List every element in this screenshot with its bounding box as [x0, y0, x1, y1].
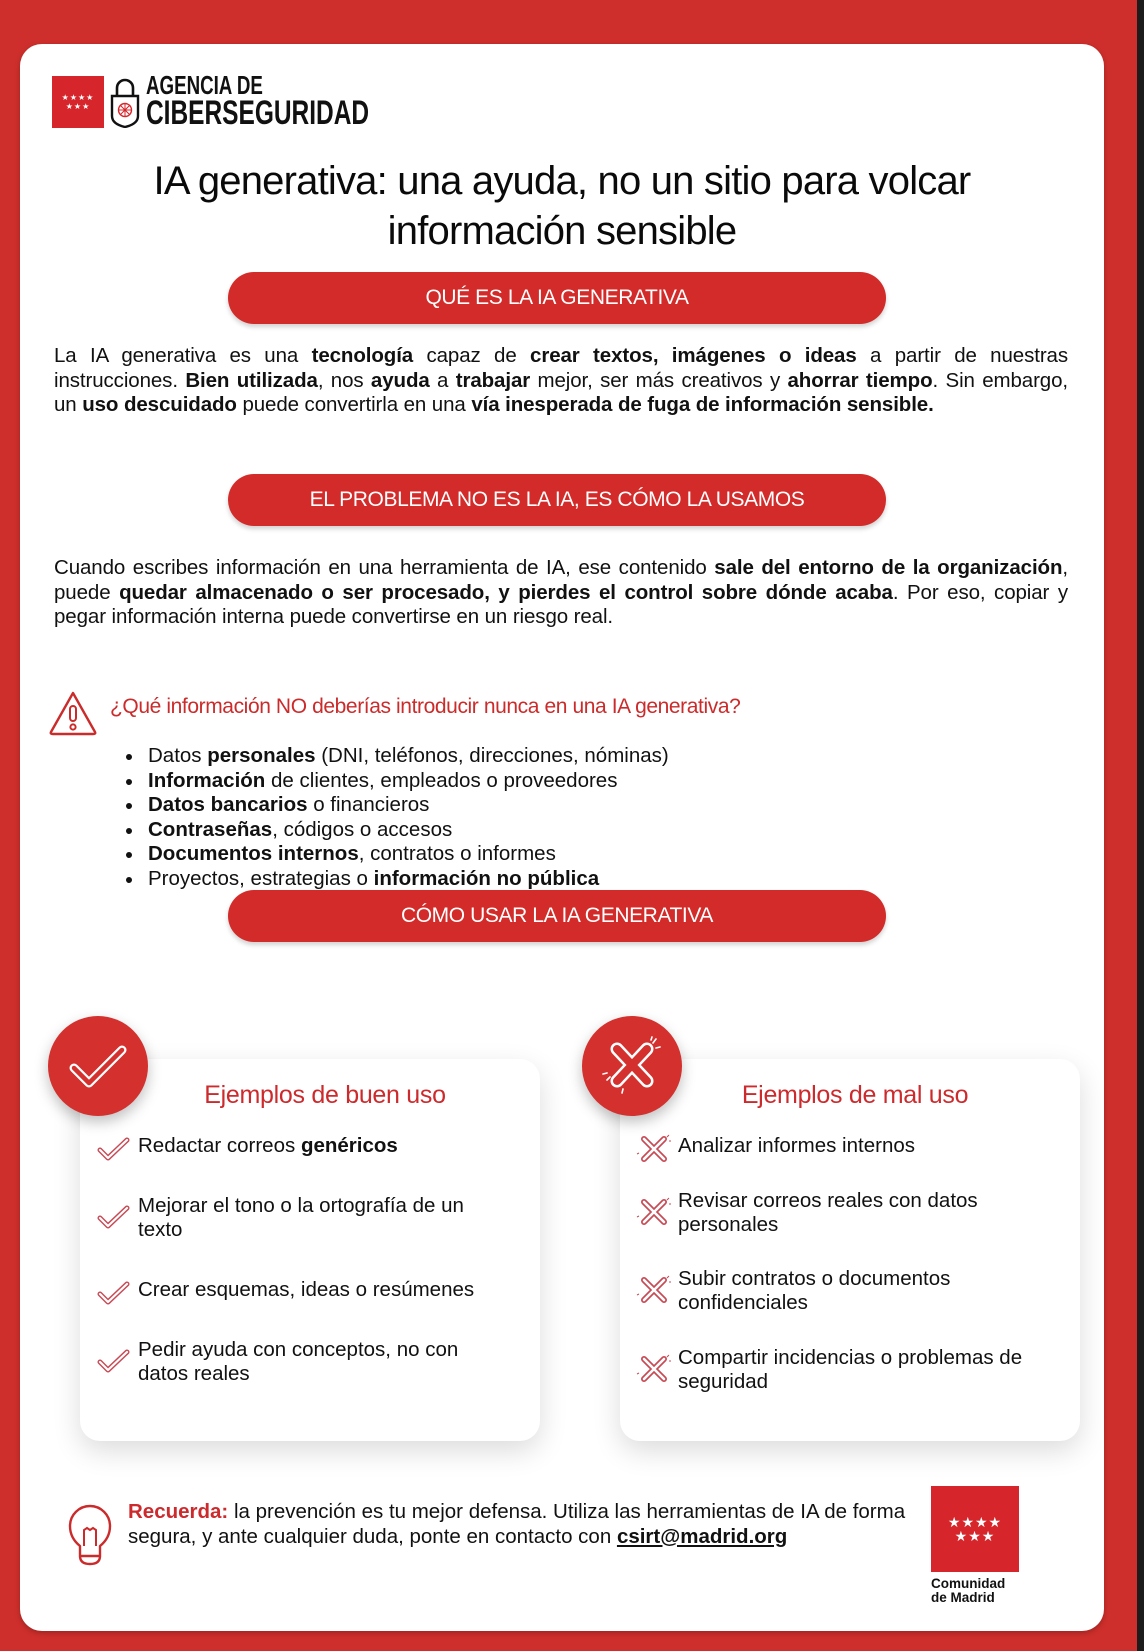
cross-icon: [636, 1275, 672, 1305]
warning-question: ¿Qué información NO deberías introducir nunca en una IA generativa?: [110, 695, 741, 718]
section-header-problem: EL PROBLEMA NO ES LA IA, ES CÓMO LA USAMOS: [228, 474, 886, 526]
problem-paragraph: Cuando escribes información en una herramienta de IA, ese contenido sale del entorno de la organización, puede quedar almacenado o ser procesado, y pierdes el control sobre dónde acaba. Por eso, copiar y pegar información interna puede convertirse en un riesgo real.: [54, 556, 1069, 628]
good-use-box: [80, 1059, 540, 1441]
flag-stars-row1: ★★★★: [61, 92, 95, 102]
agency-name: [146, 70, 370, 132]
agency-line1: AGENCIA DE: [146, 70, 263, 100]
good-use-badge: [48, 1016, 148, 1116]
good-use-item: Mejorar el tono o la ortografía de un texto: [96, 1194, 486, 1242]
bad-use-title: Ejemplos de mal uso: [741, 1081, 969, 1109]
cross-icon: [601, 1035, 663, 1097]
bad-use-item: Subir contratos o documentos confidenciales: [636, 1267, 966, 1315]
check-icon: [96, 1202, 132, 1232]
footer-reminder: [66, 1500, 908, 1568]
right-edge-strip: [1137, 0, 1144, 1651]
cm-stars-row1: ★★★★: [947, 1514, 1003, 1530]
flag-stars-row2: ★★★: [65, 101, 91, 111]
reminder-text: Recuerda: la prevención es tu mejor defensa. Utiliza las herramientas de IA de forma segura, y ante cualquier duda, ponte en contacto con csirt@madrid.org: [128, 1500, 906, 1548]
sensitive-info-list: [126, 744, 669, 892]
section-header-how-to: CÓMO USAR LA IA GENERATIVA: [228, 890, 886, 942]
list-item: Información de clientes, empleados o proveedores: [126, 769, 669, 794]
cross-icon: [636, 1354, 672, 1384]
contact-email-link[interactable]: csirt@madrid.org: [616, 1524, 788, 1548]
warning-triangle-icon: [48, 690, 98, 736]
title-line1: IA generativa: una ayuda, no un sitio para volcar: [153, 159, 971, 203]
check-icon: [66, 1041, 130, 1091]
agency-logo: [52, 70, 456, 132]
bad-use-item: Compartir incidencias o problemas de seguridad: [636, 1346, 1036, 1394]
check-icon: [96, 1134, 132, 1164]
poster-card: [20, 44, 1104, 1631]
list-item: Contraseñas, códigos o accesos: [126, 818, 669, 843]
reminder-label: Recuerda:: [128, 1500, 229, 1523]
list-item: Proyectos, estrategias o información no pública: [126, 867, 669, 892]
list-item: Documentos internos, contratos o informes: [126, 842, 669, 867]
warning-heading: [48, 690, 740, 736]
cm-line1: Comunidad: [931, 1576, 1006, 1591]
padlock-shield-icon: [110, 76, 140, 128]
cross-icon: [636, 1134, 672, 1164]
good-use-item: Crear esquemas, ideas o resúmenes: [96, 1278, 474, 1308]
cm-line2: de Madrid: [931, 1590, 995, 1605]
cross-icon: [636, 1197, 672, 1227]
comunidad-madrid-logo: [931, 1486, 1019, 1605]
madrid-flag-logo: [52, 76, 104, 128]
bad-use-box: [620, 1059, 1080, 1441]
lightbulb-icon: [66, 1504, 114, 1568]
good-use-item: Pedir ayuda con conceptos, no con datos reales: [96, 1338, 476, 1386]
list-item: Datos personales (DNI, teléfonos, direcciones, nóminas): [126, 744, 669, 769]
agency-line2: CIBERSEGURIDAD: [146, 93, 370, 132]
good-use-item: Redactar correos genéricos: [96, 1134, 398, 1164]
comunidad-madrid-flag: [931, 1486, 1019, 1572]
title-line2: información sensible: [387, 209, 737, 253]
bad-use-badge: [582, 1016, 682, 1116]
bad-use-item: Revisar correos reales con datos personales: [636, 1189, 1016, 1237]
intro-paragraph: La IA generativa es una tecnología capaz de crear textos, imágenes o ideas a partir de nuestras instrucciones. Bien utilizada, nos ayuda a trabajar mejor, ser más creativos y ahorrar tiempo. Sin embargo, un uso descuidado puede convertirla en una vía inesperada de fuga de información sensible.: [54, 344, 1069, 416]
section-header-what-is: QUÉ ES LA IA GENERATIVA: [228, 272, 886, 324]
page-title: [20, 156, 1104, 256]
cm-stars-row2: ★★★: [954, 1528, 996, 1544]
good-use-title: Ejemplos de buen uso: [204, 1081, 446, 1109]
check-icon: [96, 1278, 132, 1308]
list-item: Datos bancarios o financieros: [126, 793, 669, 818]
bad-use-item: Analizar informes internos: [636, 1134, 915, 1164]
check-icon: [96, 1346, 132, 1376]
